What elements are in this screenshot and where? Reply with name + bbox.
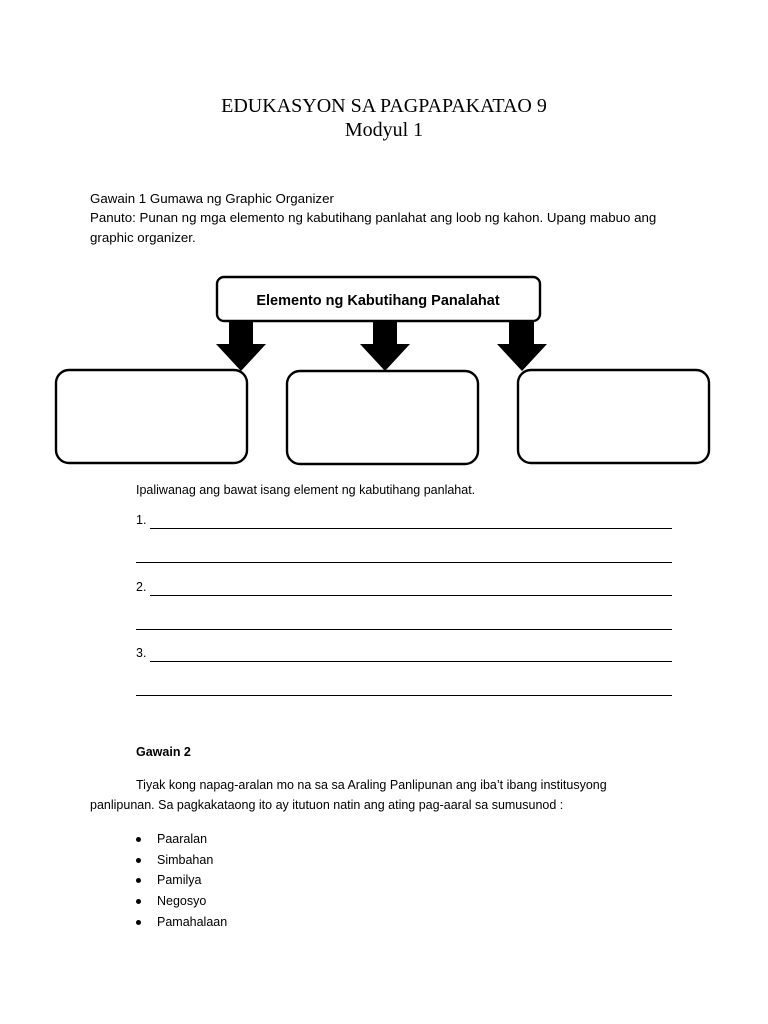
answer-box-1[interactable] — [56, 370, 247, 463]
list-item — [136, 850, 227, 871]
answer-line-1-cont[interactable] — [136, 545, 672, 563]
gawain2-paragraph-line1: Tiyak kong napag-aralan mo na sa sa Araling Panlipunan ang iba’t ibang institusyong — [136, 778, 607, 792]
item-number: 3. — [136, 646, 147, 660]
blank-line — [150, 583, 672, 596]
bullet-icon — [136, 858, 141, 863]
answer-line-3-cont[interactable] — [136, 678, 672, 696]
organizer-title: Elemento ng Kabutihang Panalahat — [256, 293, 500, 309]
graphic-organizer — [0, 270, 768, 470]
list-item-label: Pamahalaan — [157, 914, 228, 929]
list-item — [136, 829, 227, 850]
document-title: EDUKASYON SA PAGPAPAKATAO 9 — [221, 95, 547, 117]
gawain2-paragraph-line2: panlipunan. Sa pagkakataong ito ay itutuon natin ang ating pag-aaral sa sumusunod : — [90, 798, 564, 812]
gawain1-instructions: Panuto: Punan ng mga elemento ng kabutihang panlahat ang loob ng kahon. Upang mabuo ang graphic organizer. — [90, 210, 657, 245]
blank-line — [136, 617, 672, 630]
institution-list — [136, 829, 227, 932]
list-item-label: Negosyo — [157, 894, 207, 909]
arrow-down-icon — [360, 321, 410, 371]
bullet-icon — [136, 920, 141, 925]
blank-line — [150, 516, 672, 529]
blank-line — [150, 649, 672, 662]
answer-box-2[interactable] — [287, 371, 478, 464]
arrow-down-icon — [216, 321, 266, 371]
answer-line-2-cont[interactable] — [136, 612, 672, 630]
bullet-icon — [136, 837, 141, 842]
explanation-prompt: Ipaliwanag ang bawat isang element ng kabutihang panlahat. — [136, 483, 476, 497]
blank-line — [136, 550, 672, 563]
bullet-icon — [136, 899, 141, 904]
list-item — [136, 891, 227, 912]
list-item-label: Paaralan — [157, 832, 208, 846]
item-number: 1. — [136, 513, 147, 527]
arrow-down-icon — [497, 321, 547, 371]
bullet-icon — [136, 878, 141, 883]
answer-box-3[interactable] — [518, 370, 709, 463]
blank-line — [136, 683, 672, 696]
list-item-label: Simbahan — [157, 852, 214, 867]
item-number: 2. — [136, 580, 147, 594]
answer-line-2[interactable] — [136, 578, 672, 596]
gawain1-heading: Gawain 1 Gumawa ng Graphic Organizer — [90, 191, 334, 206]
list-item-label: Pamilya — [157, 873, 202, 888]
document-subtitle: Modyul 1 — [344, 119, 424, 141]
gawain2-heading: Gawain 2 — [136, 745, 191, 759]
answer-line-3[interactable] — [136, 644, 672, 662]
answer-line-1[interactable] — [136, 511, 672, 529]
list-item — [136, 870, 227, 891]
list-item — [136, 912, 227, 933]
